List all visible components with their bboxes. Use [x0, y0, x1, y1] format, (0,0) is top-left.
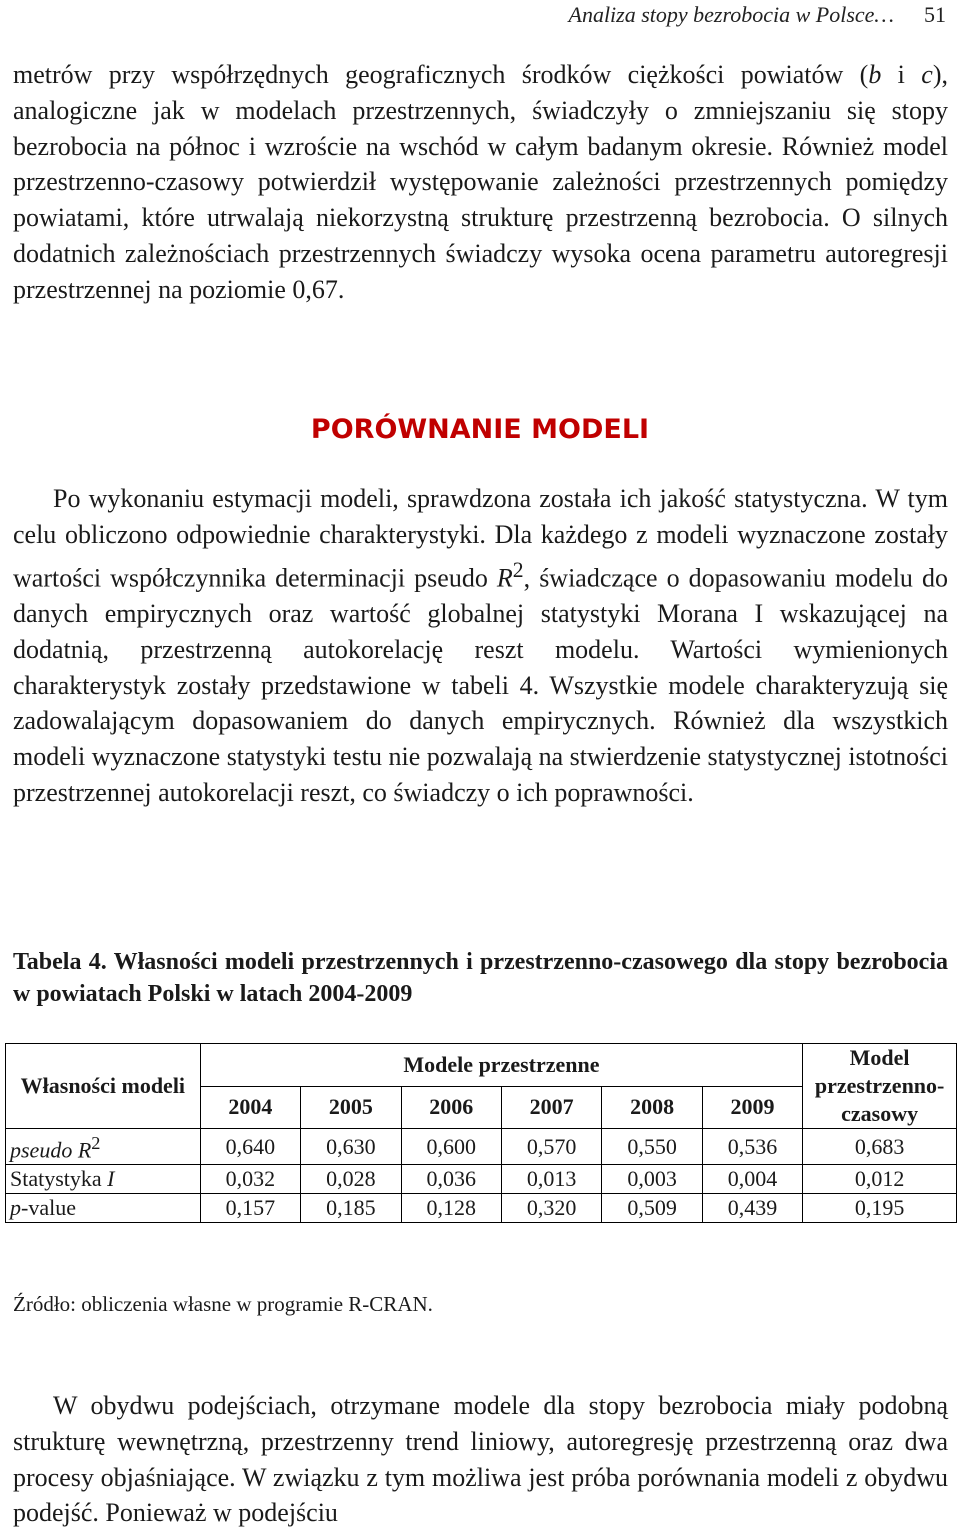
table-cell: 0,550 [602, 1129, 702, 1165]
table-source-note: Źródło: obliczenia własne w programie R-CRAN. [13, 1292, 433, 1316]
table-header-row [6, 1044, 957, 1087]
variable-c: c [921, 60, 933, 89]
model-properties-table [5, 1043, 957, 1223]
year-header: 2008 [602, 1086, 702, 1129]
row-label-p-value [6, 1194, 201, 1223]
row-label-text: Statystyka [10, 1166, 108, 1192]
row-label-variable: I [107, 1166, 115, 1192]
table-cell: 0,536 [702, 1129, 802, 1165]
paragraph-text: , świadczące o dopasowaniu modelu do danych empirycznych oraz wartość globalnej statystyki Morana I wskazującej na dodatnią, przestrzenną autokorelację reszt modelu. Wartości wymienionych charakterystyk zostały przedstawione w tabeli 4. Wszystkie modele charakteryzują się zadowalającym dopasowaniem do danych empirycznych. Również dla wszystkich modeli wyznaczone statystyki testu nie pozwalają na stwierdzenie statystycznej istotności przestrzennej autokorelacji reszt, co świadczy o ich poprawności. [13, 563, 948, 808]
table-cell: 0,003 [602, 1165, 702, 1194]
table-cell: 0,439 [702, 1194, 802, 1223]
table-cell: 0,683 [803, 1129, 957, 1165]
paragraph-model-comparison [13, 481, 948, 811]
table-cell: 0,640 [200, 1129, 300, 1165]
row-label-pseudo-r2 [6, 1129, 201, 1165]
table-cell: 0,012 [803, 1165, 957, 1194]
page-number: 51 [924, 2, 946, 27]
paragraph-spatial-trend [13, 57, 948, 308]
paragraph-text: metrów przy współrzędnych geograficznych środków ciężkości powiatów ( [13, 60, 869, 89]
row-label-text: pseudo R [10, 1137, 92, 1163]
header-spatial-models: Modele przestrzenne [200, 1044, 803, 1087]
table-cell: 0,630 [301, 1129, 401, 1165]
table-row [6, 1129, 957, 1165]
paragraph-approaches: W obydwu podejściach, otrzymane modele dla stopy bezrobocia miały podobną strukturę wewnętrzną, przestrzenny trend liniowy, autoregresję przestrzenną oraz dwa procesy objaśniające. W związku z tym możliwa jest próba porównania modeli z obydwu podejść. Ponieważ w podejściu [13, 1391, 948, 1528]
year-header: 2009 [702, 1086, 802, 1129]
table-cell: 0,128 [401, 1194, 501, 1223]
table-cell: 0,004 [702, 1165, 802, 1194]
paragraph-text: i [881, 60, 922, 89]
table-cell: 0,509 [602, 1194, 702, 1223]
variable-b: b [868, 60, 882, 89]
table-cell: 0,013 [501, 1165, 601, 1194]
running-header [569, 2, 947, 28]
row-label-moran-i [6, 1165, 201, 1194]
table-cell: 0,600 [401, 1129, 501, 1165]
row-label-text: -value [21, 1195, 76, 1221]
table-cell: 0,320 [501, 1194, 601, 1223]
superscript: 2 [512, 557, 524, 582]
row-label-variable: p [10, 1195, 21, 1221]
paragraph-text: ), analogiczne jak w modelach przestrzennych, świadczyły o zmniejszaniu się stopy bezrobocia na północ i wzroście na wschód w całym badanym okresie. Również model przestrzenno-czasowy potwierdził występowanie zależności przestrzennych pomiędzy powiatami, które utrwalają niekorzystną strukturę przestrzenną bezrobocia. O silnych dodatnich zależnościach przestrzennych świadczy wysoka ocena parametru autoregresji przestrzennej na poziomie 0,67. [13, 60, 948, 304]
running-title: Analiza stopy bezrobocia w Polsce… [568, 2, 894, 27]
table-cell: 0,195 [803, 1194, 957, 1223]
table-cell: 0,185 [301, 1194, 401, 1223]
year-header: 2004 [200, 1086, 300, 1129]
table-cell: 0,157 [200, 1194, 300, 1223]
year-header: 2006 [401, 1086, 501, 1129]
section-title: PORÓWNANIE MODELI [310, 414, 650, 445]
table-cell: 0,028 [301, 1165, 401, 1194]
header-properties: Własności modeli [6, 1044, 201, 1129]
table-cell: 0,036 [401, 1165, 501, 1194]
table-cell: 0,032 [200, 1165, 300, 1194]
paragraph-text: Po wykonaniu estymacji modeli, sprawdzona została ich jakość statystyczna. W tym celu obliczono odpowiednie charakterystyki. Dla każdego z modeli wyznaczone zostały wartości współczynnika determinacji pseudo [13, 484, 948, 593]
superscript: 2 [91, 1133, 101, 1153]
table-cell: 0,570 [501, 1129, 601, 1165]
table-row [6, 1165, 957, 1194]
table-caption: Tabela 4. Własności modeli przestrzennych i przestrzenno-czasowego dla stopy bezrobocia w powiatach Polski w latach 2004-2009 [13, 949, 948, 1007]
year-header: 2005 [301, 1086, 401, 1129]
variable-r: R [496, 563, 513, 593]
table-row [6, 1194, 957, 1223]
header-spatiotemporal-model: Model przestrzenno-czasowy [803, 1044, 957, 1129]
year-header: 2007 [501, 1086, 601, 1129]
